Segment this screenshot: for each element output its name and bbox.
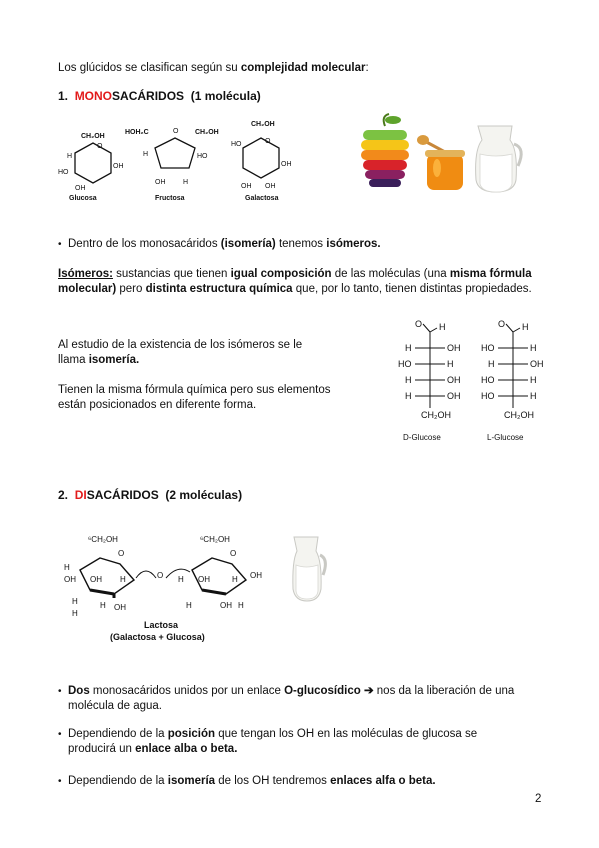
svg-text:OH: OH xyxy=(530,359,544,369)
svg-text:H: H xyxy=(143,151,149,158)
svg-text:HO: HO xyxy=(58,169,69,176)
svg-text:HOH₂C: HOH₂C xyxy=(125,129,149,136)
bullet-enlace-glucosidico: Dos monosacáridos unidos por un enlace O-glucosídico ➔ nos da la liberación de una molécula de agua. xyxy=(68,685,515,712)
svg-text:H: H xyxy=(67,153,73,160)
svg-text:H: H xyxy=(64,563,70,572)
milk-jug-image-2 xyxy=(288,533,328,609)
l-glucose-fischer xyxy=(481,319,544,442)
svg-text:H: H xyxy=(405,391,412,401)
svg-text:OH: OH xyxy=(220,601,232,610)
intro-text: Los glúcidos se clasifican según su complejidad molecular: xyxy=(58,62,369,74)
svg-text:⁶CH₂OH: ⁶CH₂OH xyxy=(200,535,230,544)
lactosa-label: Lactosa xyxy=(144,620,179,630)
svg-text:HO: HO xyxy=(197,153,208,160)
svg-text:H: H xyxy=(488,359,495,369)
fructosa-structure xyxy=(125,128,219,202)
svg-text:O: O xyxy=(97,143,103,150)
svg-text:H: H xyxy=(405,343,412,353)
galactosa-label: Galactosa xyxy=(245,195,279,202)
glucosa-structure xyxy=(58,133,124,202)
svg-text:CH₂OH: CH₂OH xyxy=(421,410,451,420)
svg-text:H: H xyxy=(178,575,184,584)
heading-monosacaridos: 1. MONOSACÁRIDOS (1 molécula) xyxy=(58,89,261,103)
svg-text:H: H xyxy=(530,391,537,401)
svg-text:H: H xyxy=(238,601,244,610)
svg-text:H: H xyxy=(186,601,192,610)
svg-text:H: H xyxy=(120,575,126,584)
svg-text:OH: OH xyxy=(447,391,461,401)
galactosa-structure xyxy=(231,121,292,202)
milk-jug-image xyxy=(468,120,526,196)
svg-text:O: O xyxy=(118,549,125,558)
svg-text:O: O xyxy=(157,571,164,580)
svg-text:⁶CH₂OH: ⁶CH₂OH xyxy=(88,535,118,544)
svg-text:CH₂OH: CH₂OH xyxy=(504,410,534,420)
svg-text:HO: HO xyxy=(231,141,242,148)
fructosa-label: Fructosa xyxy=(155,195,185,202)
svg-text:H: H xyxy=(530,343,537,353)
svg-text:CH₂OH: CH₂OH xyxy=(81,133,105,140)
svg-text:O: O xyxy=(230,549,237,558)
svg-text:O: O xyxy=(415,319,423,329)
svg-text:H: H xyxy=(447,359,454,369)
svg-text:OH: OH xyxy=(265,183,276,190)
lactosa-structure xyxy=(60,530,270,645)
svg-text:HO: HO xyxy=(481,375,495,385)
svg-text:H: H xyxy=(232,575,238,584)
bullet-isomeria-oh: Dependiendo de la isomería de los OH tendremos enlaces alfa o beta. xyxy=(68,775,436,787)
bullet-dot: • xyxy=(58,776,62,787)
svg-text:H: H xyxy=(522,322,529,332)
bullet-posicion-oh: Dependiendo de la posición que tengan los OH en las moléculas de glucosa se producirá un enlace alba o beta. xyxy=(68,728,478,755)
heading-disacaridos: 2. DISACÁRIDOS (2 moléculas) xyxy=(58,488,243,502)
svg-text:OH: OH xyxy=(198,575,210,584)
glucosa-label: Glucosa xyxy=(69,195,97,202)
bullet-dot: • xyxy=(58,239,62,250)
svg-text:H: H xyxy=(183,179,189,186)
svg-text:H: H xyxy=(405,375,412,385)
svg-text:OH: OH xyxy=(447,343,461,353)
svg-text:HO: HO xyxy=(398,359,412,369)
d-glucose-label: D-Glucose xyxy=(403,433,441,442)
isomeria-definition: Al estudio de la existencia de los isómeros se le llama isomería. xyxy=(58,339,303,366)
svg-text:OH: OH xyxy=(447,375,461,385)
svg-text:O: O xyxy=(498,319,506,329)
svg-text:OH: OH xyxy=(250,571,262,580)
bullet-dot: • xyxy=(58,686,62,697)
svg-text:OH: OH xyxy=(241,183,252,190)
svg-text:HO: HO xyxy=(481,343,495,353)
svg-text:H: H xyxy=(530,375,537,385)
isomeros-definition: Isómeros: sustancias que tienen igual composición de las moléculas (una misma fórmula molecular) pero distinta estructura química que, por lo tanto, tienen distintas propiedades. xyxy=(58,268,532,295)
svg-text:OH: OH xyxy=(155,179,166,186)
d-glucose-fischer xyxy=(398,319,461,442)
svg-text:OH: OH xyxy=(90,575,102,584)
svg-text:O: O xyxy=(173,128,179,135)
svg-text:HO: HO xyxy=(481,391,495,401)
svg-text:OH: OH xyxy=(114,603,126,612)
svg-text:H: H xyxy=(439,322,446,332)
svg-text:H: H xyxy=(100,601,106,610)
honey-jar-image xyxy=(415,132,467,194)
svg-text:O: O xyxy=(265,138,271,145)
svg-text:CH₂OH: CH₂OH xyxy=(251,121,275,128)
svg-text:OH: OH xyxy=(75,185,86,192)
fischer-projections xyxy=(395,318,555,448)
bullet-monosacaridos-isomeria: Dentro de los monosacáridos (isomería) tenemos isómeros. xyxy=(68,238,381,250)
formula-explanation: Tienen la misma fórmula química pero sus elementos están posicionados en diferente forma. xyxy=(58,384,331,411)
monosaccharide-structures xyxy=(55,118,315,208)
svg-text:H: H xyxy=(72,609,78,618)
arrow-icon: ➔ xyxy=(363,685,374,697)
lactosa-subtitle: (Galactosa + Glucosa) xyxy=(110,632,205,642)
svg-text:CH₂OH: CH₂OH xyxy=(195,129,219,136)
svg-text:OH: OH xyxy=(113,163,124,170)
fruit-apple-image xyxy=(355,112,415,190)
l-glucose-label: L-Glucose xyxy=(487,433,524,442)
page-number: 2 xyxy=(535,793,542,805)
bullet-dot: • xyxy=(58,729,62,740)
svg-text:H: H xyxy=(72,597,78,606)
svg-text:OH: OH xyxy=(281,161,292,168)
svg-text:OH: OH xyxy=(64,575,76,584)
